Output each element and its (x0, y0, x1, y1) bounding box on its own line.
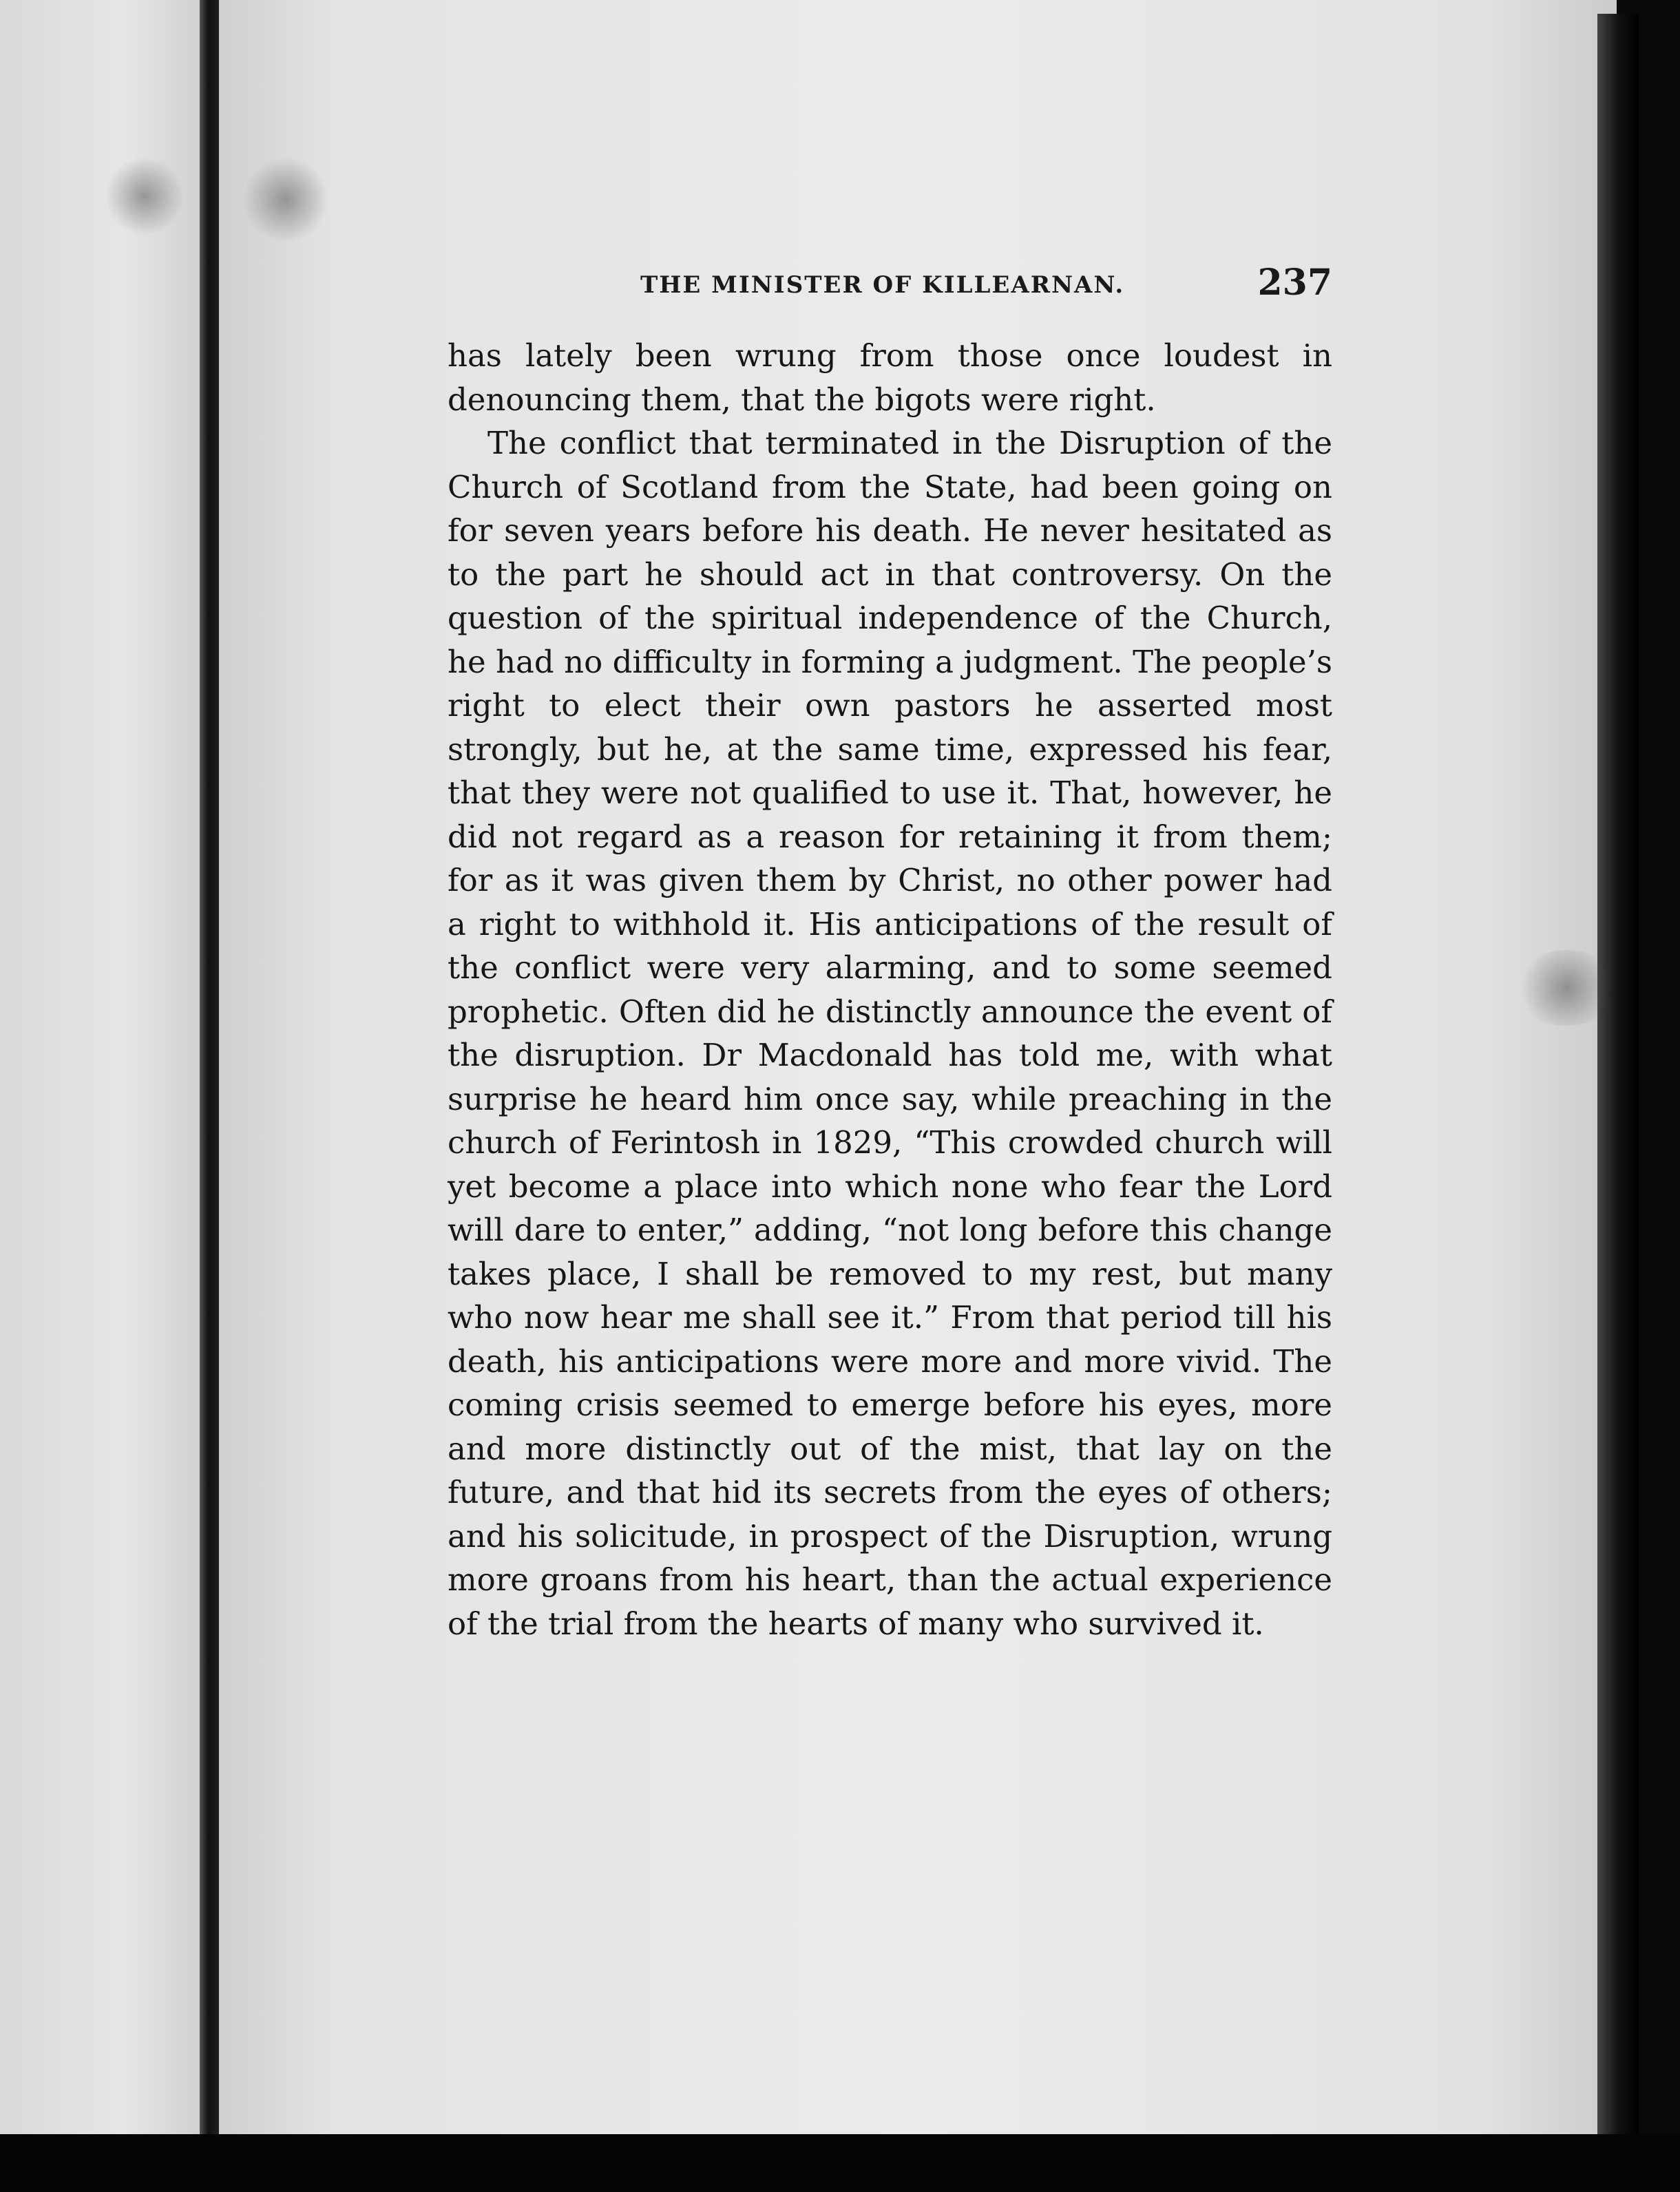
body-text (448, 334, 1332, 1645)
ink-smudge (241, 158, 330, 241)
running-header (448, 262, 1332, 310)
facing-page-edge (0, 0, 207, 2148)
paragraph: has lately been wrung from those once loudest in denouncing them, that the bigots were right. (448, 337, 1332, 418)
book-gutter (200, 0, 220, 2148)
paragraph: The conflict that terminated in the Disruption of the Church of Scotland from the State, had been going on for seven years before his death. He never hesitated as to the part he should act in that controversy. On the question of the spiritual independence of the Church, he had no difficulty in forming a judgment. The people’s right to elect their own pastors he asserted most strongly, but he, at the same time, expressed his fear, that they were not qualified to use it. That, however, he did not regard as a reason for retaining it from them; for as it was given them by Christ, no other power had a right to withhold it. His anticipations of the result of the conflict were very alarming, and to some seemed prophetic. Often did he distinctly announce the event of the disruption. Dr Macdonald has told me, with what surprise he heard him once say, while preaching in the church of Ferintosh in 1829, “This crowded church will yet become a place into which none who fear the Lord will dare to enter,” adding, “not long before this change takes place, I shall be removed to my rest, but many who now hear me shall see it.” From that period till his death, his anticipations were more and more vivid. The coming crisis seemed to emerge before his eyes, more and more distinctly out of the mist, that lay on the future, and that hid its secrets from the eyes of others; and his solicitude, in prospect of the Disruption, wrung more groans from his heart, than the actual experience of the trial from the hearts of many who survived it. (448, 425, 1332, 1642)
scan-bottom-border (0, 2134, 1680, 2192)
ink-smudge (1515, 950, 1618, 1026)
page-number: 237 (1257, 262, 1332, 304)
running-title: THE MINISTER OF KILLEARNAN. (640, 271, 1125, 299)
page-outer-edge (1597, 14, 1639, 2141)
ink-smudge (103, 158, 186, 234)
